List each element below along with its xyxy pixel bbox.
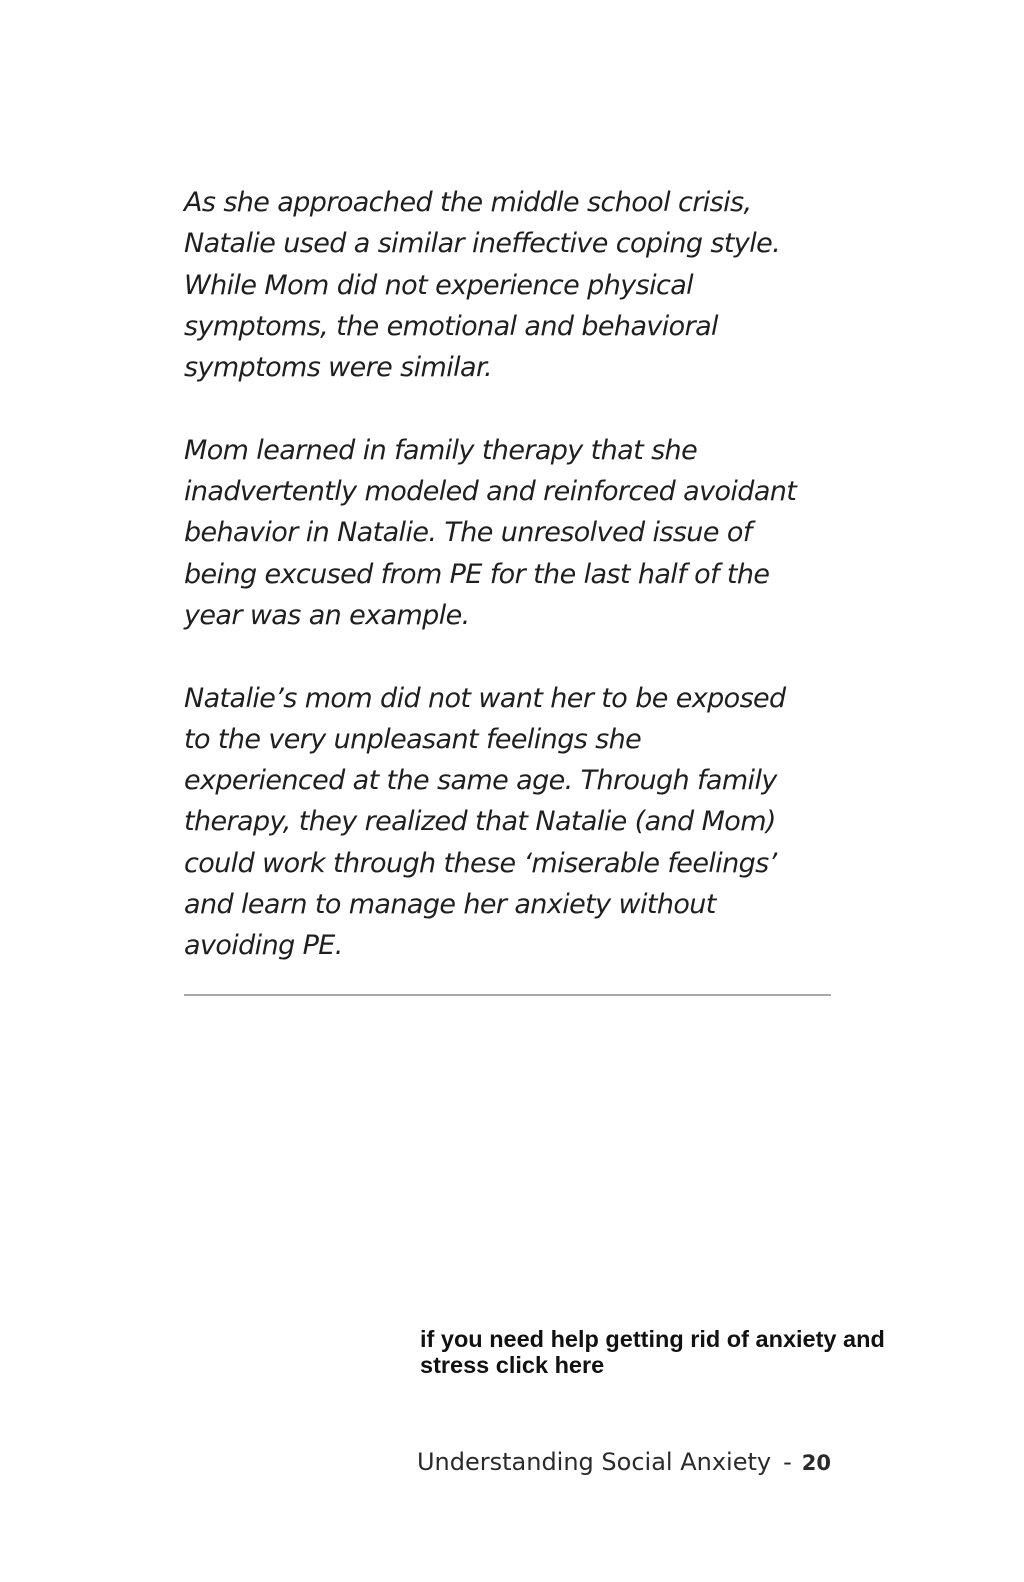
footer-separator: - bbox=[783, 1448, 792, 1476]
anxiety-help-link[interactable]: if you need help getting rid of anxiety and stress click here bbox=[420, 1326, 885, 1378]
paragraph-1: As she approached the middle school crisis, Natalie used a similar ineffective coping style. While Mom did not experience physical symptoms, the emotional and behavioral symptoms were similar. bbox=[184, 187, 781, 384]
book-title: Understanding Social Anxiety bbox=[416, 1448, 772, 1476]
body-text bbox=[184, 182, 844, 967]
section-divider bbox=[184, 994, 831, 996]
page-number: 20 bbox=[801, 1451, 831, 1475]
page-footer bbox=[417, 1446, 831, 1479]
paragraph-2: Mom learned in family therapy that she inadvertently modeled and reinforced avoidant behavior in Natalie. The unresolved issue of being excused from PE for the last half of the year was an example. bbox=[184, 434, 797, 631]
paragraph-3: Natalie’s mom did not want her to be exposed to the very unpleasant feelings she experienced at the same age. Through family therapy, they realized that Natalie (and Mom) could work through these ‘miserable feelings’ and learn to manage her anxiety without avoiding PE. bbox=[184, 682, 786, 962]
